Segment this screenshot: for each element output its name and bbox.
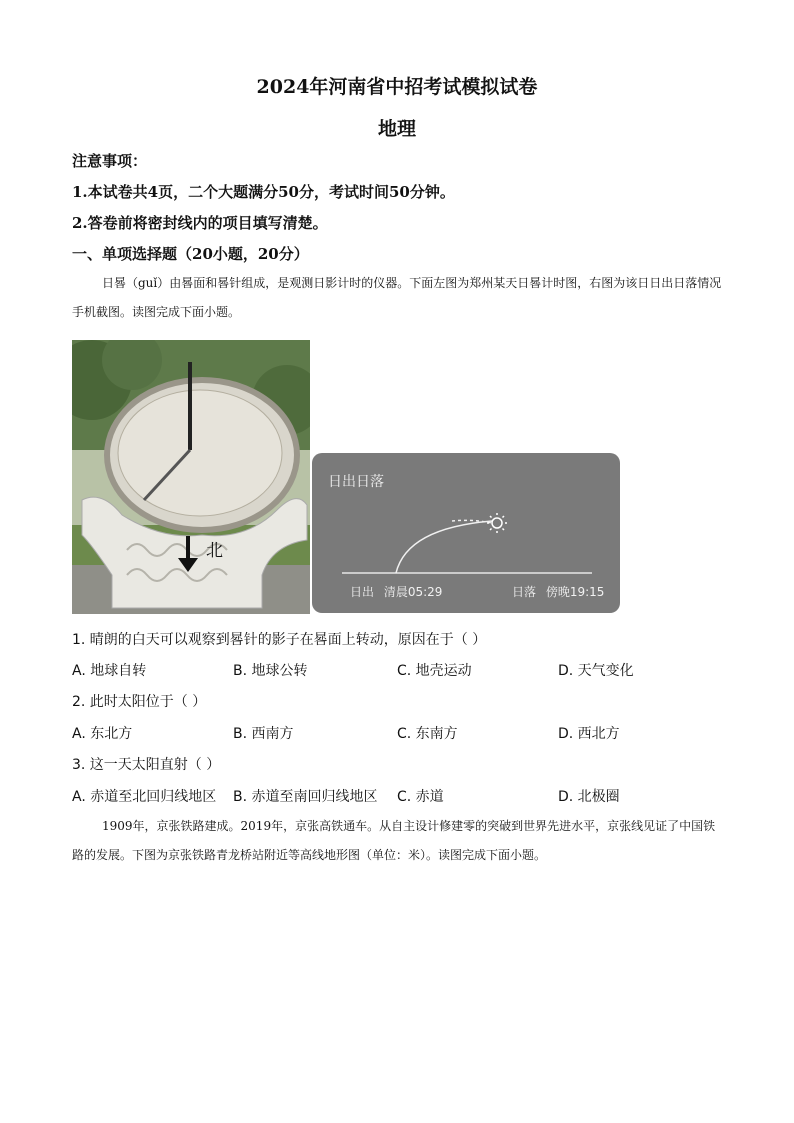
- sun-path-solid: [396, 521, 492, 573]
- sunrise-time: 清晨05:29: [383, 585, 443, 599]
- north-label: 北: [206, 541, 223, 561]
- q1-option-d[interactable]: D. 天气变化: [558, 663, 634, 679]
- q3-option-b[interactable]: B. 赤道至南回归线地区: [233, 789, 378, 805]
- screenshot-title: 日出日落: [328, 474, 384, 490]
- exam-title: 2024年河南省中招考试模拟试卷: [256, 76, 538, 98]
- section-heading: 一、单项选择题（20小题，20分）: [72, 245, 309, 263]
- intro-passage-1: 日晷（guǐ）由晷面和晷针组成，是观测日影计时的仪器。下面左图为郑州某天日晷计时图，右图为该日日出日落情况手机截图。读图完成下面小题。: [72, 276, 722, 319]
- note-item-2: 2.答卷前将密封线内的项目填写清楚。: [72, 214, 328, 232]
- question-3-stem: 3. 这一天太阳直射（ ）: [72, 757, 221, 773]
- q1-option-b[interactable]: B. 地球公转: [233, 663, 308, 679]
- q2-option-c[interactable]: C. 东南方: [397, 726, 458, 742]
- question-2-stem: 2. 此时太阳位于（ ）: [72, 694, 207, 710]
- q2-option-d[interactable]: D. 西北方: [558, 726, 620, 742]
- q3-option-d[interactable]: D. 北极圈: [558, 789, 620, 805]
- sunrise-sunset-screenshot: [312, 453, 620, 613]
- q1-option-a[interactable]: A. 地球自转: [72, 663, 147, 679]
- subject-title: 地理: [377, 118, 416, 140]
- sunset-time: 傍晚19:15: [545, 585, 605, 599]
- notes-heading: 注意事项：: [72, 152, 148, 170]
- q2-option-a[interactable]: A. 东北方: [72, 726, 133, 742]
- q1-option-c[interactable]: C. 地壳运动: [397, 663, 472, 679]
- sunrise-label: 日出: [350, 585, 375, 599]
- sunset-label: 日落: [512, 585, 537, 599]
- q3-option-a[interactable]: A. 赤道至北回归线地区: [72, 789, 217, 805]
- note-item-1: 1.本试卷共4页，二个大题满分50分，考试时间50分钟。: [72, 183, 455, 201]
- q3-option-c[interactable]: C. 赤道: [397, 789, 444, 805]
- intro-passage-2: 1909年，京张铁路建成。2019年，京张高铁通车。从自主设计修建零的突破到世界先进水平，京张线见证了中国铁路的发展。下图为京张铁路青龙桥站附近等高线地形图（单位：米）。读图完成下面小题。: [72, 819, 716, 862]
- q2-option-b[interactable]: B. 西南方: [233, 726, 294, 742]
- sundial-photo: [72, 340, 310, 614]
- question-1-stem: 1. 晴朗的白天可以观察到晷针的影子在晷面上转动，原因在于（ ）: [72, 632, 487, 648]
